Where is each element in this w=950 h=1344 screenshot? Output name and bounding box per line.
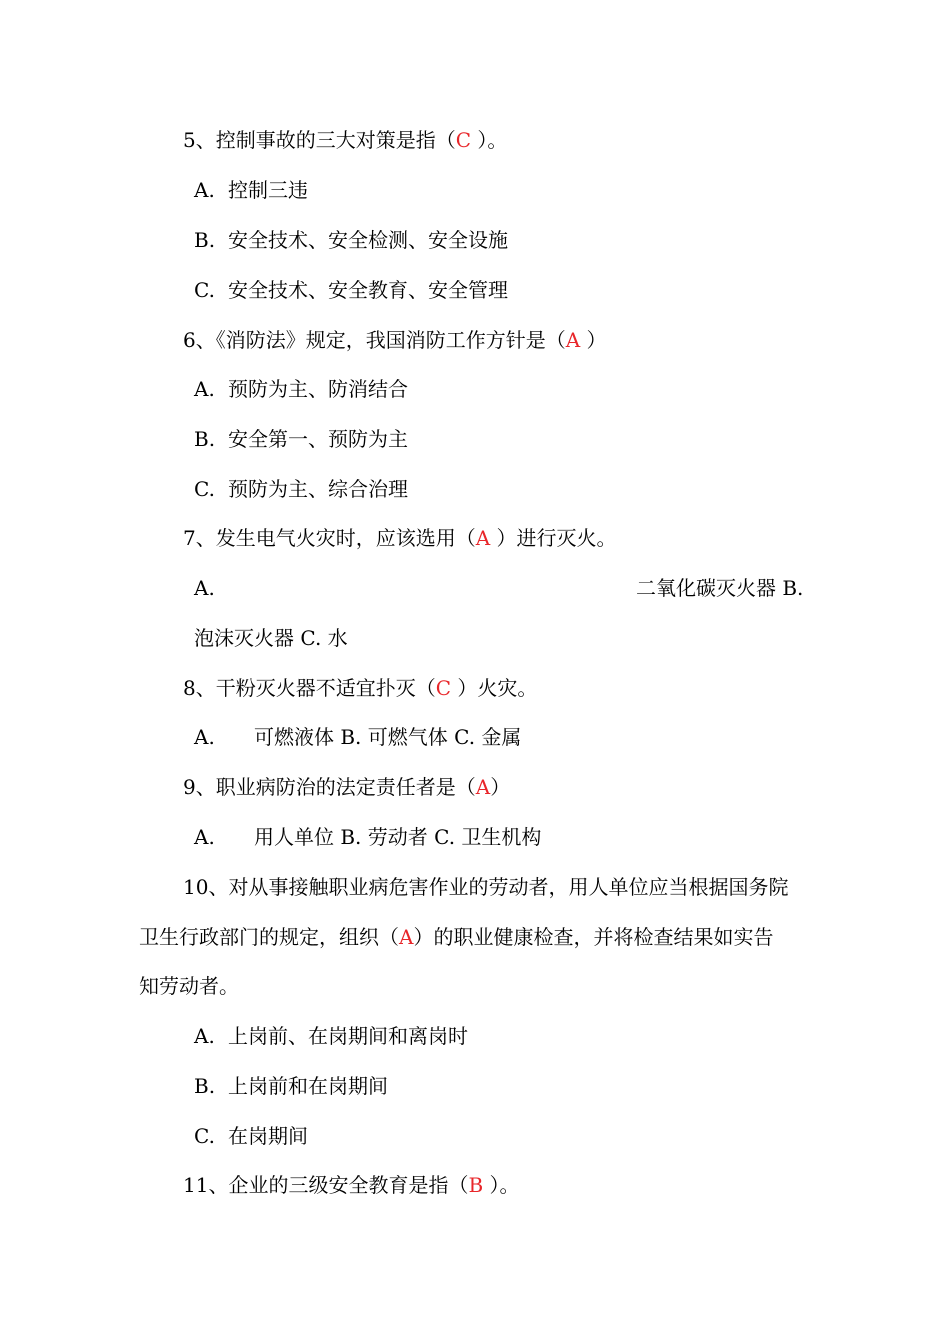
question-text-end: ）。 (489, 1173, 520, 1197)
q5-option-c (0, 275, 950, 305)
option-text: 控制三违 (228, 178, 308, 202)
answer-mark: A (565, 328, 587, 352)
option-text: 安全第一、预防为主 (228, 427, 408, 451)
option-text: 安全技术、安全教育、安全管理 (228, 278, 508, 302)
option-label: A. (194, 1024, 215, 1048)
q7-options-line-1 (0, 573, 950, 603)
option-text: 上岗前和在岗期间 (228, 1074, 388, 1098)
option-text: 用人单位 B. 劳动者 C. 卫生机构 (254, 825, 542, 849)
question-text-end: ）。 (477, 128, 508, 152)
question-10-line-1 (0, 872, 950, 902)
option-text: 安全技术、安全检测、安全设施 (228, 228, 508, 252)
question-text: 11、企业的三级安全教育是指（ (183, 1173, 469, 1197)
option-label: A. (194, 576, 215, 600)
question-11 (0, 1170, 950, 1200)
answer-mark: A (399, 925, 414, 949)
question-5 (0, 125, 950, 155)
option-label: C. (194, 1124, 215, 1148)
question-text: 5、控制事故的三大对策是指（ (183, 128, 456, 152)
answer-mark: B (468, 1173, 490, 1197)
answer-mark: C (435, 676, 458, 700)
q10-option-c (0, 1121, 950, 1151)
option-label: A. (194, 178, 215, 202)
option-label: A. (194, 377, 215, 401)
question-text-end: ）进行灭火。 (496, 526, 617, 550)
q8-options (0, 722, 950, 752)
option-label: C. (194, 477, 215, 501)
question-9 (0, 772, 950, 802)
question-7 (0, 523, 950, 553)
question-text: 7、发生电气火灾时，应该选用（ (183, 526, 476, 550)
answer-mark: C (455, 128, 478, 152)
q5-option-a (0, 175, 950, 205)
option-text: 上岗前、在岗期间和离岗时 (228, 1024, 468, 1048)
question-8 (0, 673, 950, 703)
question-text-end: ） (586, 328, 607, 352)
answer-mark: A (475, 526, 497, 550)
question-text: 知劳动者。 (139, 974, 239, 998)
option-label: A. (194, 725, 215, 749)
question-6 (0, 325, 950, 355)
option-label: A. (194, 825, 215, 849)
question-text: 8、干粉灭火器不适宜扑灭（ (183, 676, 436, 700)
q5-option-b (0, 225, 950, 255)
question-text-end: ） (490, 775, 511, 799)
q6-option-a (0, 374, 950, 404)
question-text: 卫生行政部门的规定，组织（ (139, 925, 399, 949)
q6-option-b (0, 424, 950, 454)
question-text: 9、职业病防治的法定责任者是（ (183, 775, 476, 799)
question-10-line-2 (0, 922, 950, 952)
question-text-end: ）的职业健康检查，并将检查结果如实告 (413, 925, 774, 949)
q6-option-c (0, 474, 950, 504)
option-label: B. (194, 228, 216, 252)
question-text: 6、《消防法》规定，我国消防工作方针是（ (183, 328, 566, 352)
option-text: 预防为主、综合治理 (228, 477, 408, 501)
option-text: 在岗期间 (228, 1124, 308, 1148)
q10-option-b (0, 1071, 950, 1101)
answer-mark: A (475, 775, 491, 799)
question-text-end: ）火灾。 (457, 676, 538, 700)
option-label: C. (194, 278, 215, 302)
option-label: B. (194, 1074, 216, 1098)
option-text: 预防为主、防消结合 (228, 377, 408, 401)
q9-options (0, 822, 950, 852)
question-10-line-3 (0, 971, 950, 1001)
option-label: B. (194, 427, 216, 451)
q10-option-a (0, 1021, 950, 1051)
option-text: 二氧化碳灭火器 B. (636, 576, 804, 600)
option-text: 泡沫灭火器 C. 水 (194, 626, 348, 650)
question-text: 10、对从事接触职业病危害作业的劳动者，用人单位应当根据国务院 (183, 875, 789, 899)
q7-options-line-2 (0, 623, 950, 653)
option-text: 可燃液体 B. 可燃气体 C. 金属 (254, 725, 522, 749)
